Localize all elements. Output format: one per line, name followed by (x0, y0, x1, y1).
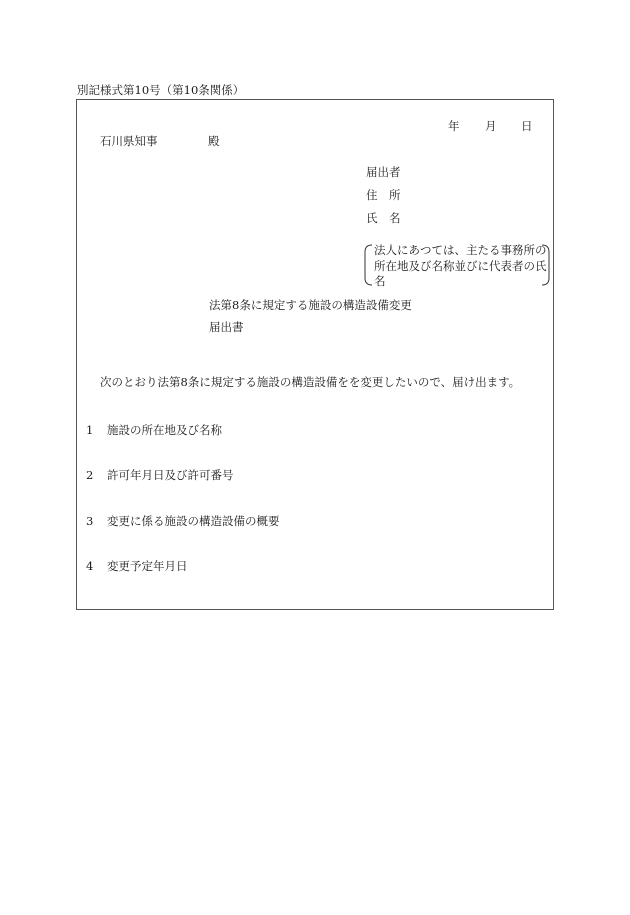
corporate-note (362, 242, 552, 288)
item-1-number: 1 (86, 423, 94, 437)
item-1-label: 施設の所在地及び名称 (107, 423, 222, 437)
form-number-label: 別記様式第10号（第10条関係） (77, 83, 245, 97)
notifier-title: 届出者 (366, 165, 401, 179)
date-year-label: 年 (448, 119, 460, 133)
item-3-number: 3 (86, 514, 94, 528)
document-title-line2: 届出書 (209, 320, 244, 334)
form-frame (76, 99, 554, 610)
document-title-line1: 法第8条に規定する施設の構造設備変更 (209, 298, 412, 312)
addressee-honorific: 殿 (208, 134, 220, 148)
date-day-label: 日 (521, 119, 533, 133)
body-text: 次のとおり法第8条に規定する施設の構造設備をを変更したいので、届け出ます。 (100, 375, 521, 389)
corporate-note-text: 法人にあつては、主たる事務所の所在地及び名称並びに代表者の氏名 (374, 243, 547, 288)
notifier-address-label: 住 所 (366, 188, 401, 202)
item-3-label: 変更に係る施設の構造設備の概要 (107, 514, 280, 528)
item-2-label: 許可年月日及び許可番号 (107, 468, 234, 482)
item-2-number: 2 (86, 468, 94, 482)
notifier-name-label: 氏 名 (366, 211, 401, 225)
item-4-label: 変更予定年月日 (107, 559, 188, 573)
item-4-number: 4 (86, 559, 94, 573)
addressee-name: 石川県知事 (100, 134, 158, 148)
date-month-label: 月 (485, 119, 497, 133)
